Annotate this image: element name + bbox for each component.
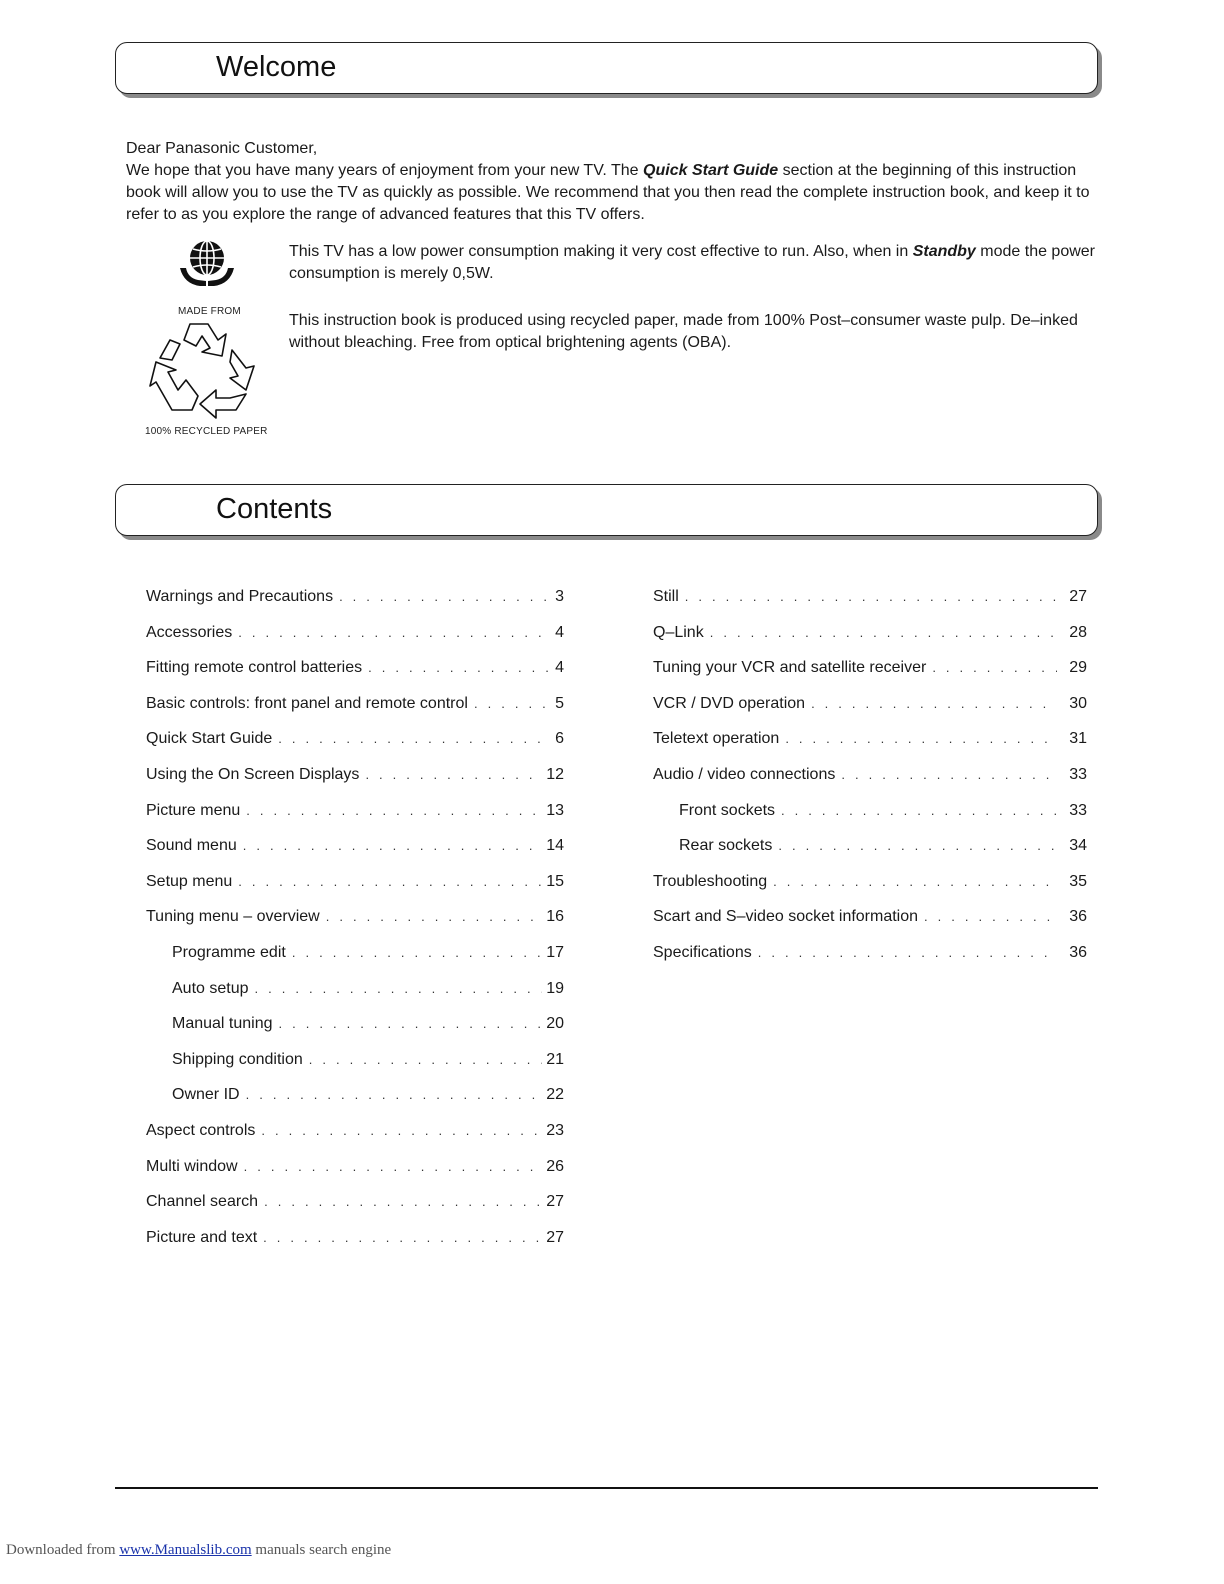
toc-entry — [146, 659, 564, 695]
toc-entry-title: Channel search — [146, 1193, 259, 1211]
footer-suffix: manuals search engine — [251, 1542, 392, 1558]
toc-leader-dots — [243, 838, 542, 853]
toc-entry-title: Accessories — [146, 623, 233, 641]
globe-hands-icon — [176, 238, 238, 292]
toc-leader-dots — [278, 731, 551, 746]
toc-entry — [653, 944, 1087, 980]
contents-banner — [115, 484, 1098, 536]
toc-leader-dots — [811, 696, 1057, 711]
toc-entry-title: Q–Link — [653, 623, 704, 641]
welcome-banner — [115, 42, 1098, 94]
greeting: Dear Panasonic Customer, — [126, 140, 318, 157]
toc-entry — [146, 766, 564, 802]
download-footer — [6, 1542, 391, 1559]
manualslib-link[interactable]: www.Manualslib.com — [119, 1542, 252, 1558]
welcome-intro — [126, 138, 1091, 226]
toc-entry — [146, 1229, 564, 1265]
toc-entry — [653, 730, 1087, 766]
toc-entry — [146, 1158, 564, 1194]
toc-entry-page: 4 — [555, 659, 564, 677]
toc-leader-dots — [932, 660, 1057, 675]
toc-entry-title: Fitting remote control batteries — [146, 659, 363, 677]
toc-entry-page: 36 — [1069, 943, 1087, 961]
toc-entry — [146, 730, 564, 766]
toc-entry-title: Tuning your VCR and satellite receiver — [653, 659, 927, 677]
toc-entry — [653, 588, 1087, 624]
toc-leader-dots — [710, 625, 1057, 640]
toc-entry-page: 19 — [546, 979, 564, 997]
toc-entry-page: 27 — [546, 1228, 564, 1246]
quick-start-guide-emphasis: Quick Start Guide — [643, 162, 779, 179]
toc-leader-dots — [326, 909, 542, 924]
toc-entry — [146, 873, 564, 909]
footer-prefix: Downloaded from — [6, 1542, 120, 1558]
toc-entry-title: Teletext operation — [653, 730, 780, 748]
toc-entry — [146, 624, 564, 660]
toc-entry — [146, 802, 564, 838]
intro-text-before: We hope that you have many years of enjoyment from your new TV. The — [126, 162, 644, 179]
toc-entry-title: Quick Start Guide — [146, 730, 273, 748]
toc-entry-title: Scart and S–video socket information — [653, 908, 919, 926]
toc-leader-dots — [841, 767, 1057, 782]
toc-entry-title: Manual tuning — [172, 1015, 273, 1033]
toc-entry — [146, 1086, 564, 1122]
footer-rule — [115, 1487, 1098, 1489]
toc-entry-title: Troubleshooting — [653, 872, 768, 890]
toc-leader-dots — [781, 803, 1057, 818]
toc-leader-dots — [778, 838, 1057, 853]
toc-leader-dots — [292, 945, 542, 960]
toc-entry — [146, 1193, 564, 1229]
standby-emphasis: Standby — [912, 243, 976, 260]
toc-entry — [146, 908, 564, 944]
toc-entry-title: Using the On Screen Displays — [146, 765, 360, 783]
toc-leader-dots — [246, 1087, 543, 1102]
toc-entry-title: Still — [653, 588, 679, 605]
toc-leader-dots — [785, 731, 1057, 746]
toc-entry — [146, 1122, 564, 1158]
toc-entry-page: 22 — [546, 1086, 564, 1104]
toc-entry-page: 23 — [546, 1121, 564, 1139]
toc-leader-dots — [309, 1052, 542, 1067]
recycled-paper-note: This instruction book is produced using recycled paper, made from 100% Post–consumer waste pulp. De–inked without bleaching. Free from optical brightening agents (OBA). — [289, 312, 1078, 351]
toc-entry-page: 28 — [1069, 623, 1087, 641]
toc-entry-title: Sound menu — [146, 837, 237, 855]
toc-entry — [653, 695, 1087, 731]
toc-entry-page: 14 — [546, 837, 564, 855]
toc-entry-page: 21 — [546, 1050, 564, 1068]
toc-entry-title: Setup menu — [146, 872, 233, 890]
toc-entry — [653, 873, 1087, 909]
toc-entry-page: 6 — [555, 730, 564, 748]
intro-text-after: section at the beginning of this instruction book will allow you to use the TV as quickly as possible. We recommend that you then read the complete instruction book, and keep it to refer to as you explore the range of advanced features that this TV offers. — [126, 162, 1090, 223]
toc-entry-title: Tuning menu – overview — [146, 908, 320, 926]
contents-title: Contents — [216, 493, 333, 525]
toc-leader-dots — [773, 874, 1057, 889]
welcome-title: Welcome — [216, 51, 337, 83]
toc-left-column — [146, 588, 564, 1264]
recycled-paper-caption: 100% RECYCLED PAPER — [145, 426, 268, 437]
toc-leader-dots — [244, 1159, 543, 1174]
toc-entry-page: 34 — [1069, 837, 1087, 855]
toc-entry-page: 27 — [1069, 588, 1087, 605]
toc-entry-title: Front sockets — [679, 801, 776, 819]
toc-entry-page: 5 — [555, 694, 564, 712]
toc-entry-page: 36 — [1069, 908, 1087, 926]
power-text-before: This TV has a low power consumption making it very cost effective to run. Also, when in — [289, 243, 913, 260]
toc-entry-title: Owner ID — [172, 1086, 240, 1104]
toc-entry-page: 33 — [1069, 765, 1087, 783]
toc-entry-page: 26 — [546, 1157, 564, 1175]
toc-entry-title: Rear sockets — [679, 837, 773, 855]
toc-entry-title: VCR / DVD operation — [653, 694, 806, 712]
toc-entry-title: Picture menu — [146, 801, 241, 819]
toc-leader-dots — [339, 589, 551, 604]
toc-entry-page: 20 — [546, 1015, 564, 1033]
toc-entry-title: Audio / video connections — [653, 765, 836, 783]
toc-entry — [146, 695, 564, 731]
toc-leader-dots — [758, 945, 1057, 960]
toc-leader-dots — [365, 767, 542, 782]
toc-leader-dots — [368, 660, 551, 675]
toc-entry — [653, 659, 1087, 695]
toc-entry — [146, 1051, 564, 1087]
toc-entry — [146, 1015, 564, 1051]
toc-entry-page: 3 — [555, 588, 564, 605]
toc-entry-page: 30 — [1069, 694, 1087, 712]
toc-entry-title: Auto setup — [172, 979, 249, 997]
power-consumption-note — [289, 241, 1099, 285]
power-text-after: mode the power consumption is merely 0,5W. — [289, 243, 1096, 282]
toc-entry-title: Programme edit — [172, 943, 286, 961]
toc-leader-dots — [246, 803, 542, 818]
toc-entry-page: 17 — [546, 943, 564, 961]
toc-entry — [653, 624, 1087, 660]
toc-leader-dots — [255, 981, 543, 996]
toc-entry-title: Multi window — [146, 1157, 238, 1175]
toc-leader-dots — [924, 909, 1057, 924]
intro-paragraph — [126, 160, 1091, 226]
toc-leader-dots — [685, 589, 1057, 604]
toc-entry-page: 15 — [546, 872, 564, 890]
toc-entry-page: 29 — [1069, 659, 1087, 677]
toc-leader-dots — [264, 1194, 542, 1209]
toc-right-column — [653, 588, 1087, 980]
toc-entry-title: Specifications — [653, 943, 752, 961]
toc-leader-dots — [261, 1123, 542, 1138]
toc-leader-dots — [238, 625, 551, 640]
toc-leader-dots — [474, 696, 551, 711]
toc-entry-page: 31 — [1069, 730, 1087, 748]
toc-entry — [653, 802, 1087, 838]
toc-leader-dots — [263, 1230, 542, 1245]
toc-entry — [146, 944, 564, 980]
toc-entry-title: Shipping condition — [172, 1050, 303, 1068]
toc-leader-dots — [238, 874, 542, 889]
toc-entry-title: Basic controls: front panel and remote control — [146, 694, 468, 712]
toc-entry-title: Aspect controls — [146, 1121, 256, 1139]
toc-entry-page: 27 — [546, 1193, 564, 1211]
toc-entry-page: 33 — [1069, 801, 1087, 819]
made-from-caption: MADE FROM — [178, 306, 241, 317]
toc-entry-page: 16 — [546, 908, 564, 926]
toc-leader-dots — [279, 1016, 543, 1031]
toc-entry-title: Warnings and Precautions — [146, 588, 334, 605]
toc-entry — [146, 980, 564, 1016]
toc-entry-page: 35 — [1069, 872, 1087, 890]
toc-entry-page: 4 — [555, 623, 564, 641]
toc-entry — [146, 588, 564, 624]
toc-entry — [653, 837, 1087, 873]
toc-entry — [653, 766, 1087, 802]
toc-entry — [146, 837, 564, 873]
toc-entry — [653, 908, 1087, 944]
recycle-icon — [146, 320, 266, 424]
toc-entry-title: Picture and text — [146, 1228, 258, 1246]
toc-entry-page: 13 — [546, 801, 564, 819]
toc-entry-page: 12 — [546, 765, 564, 783]
